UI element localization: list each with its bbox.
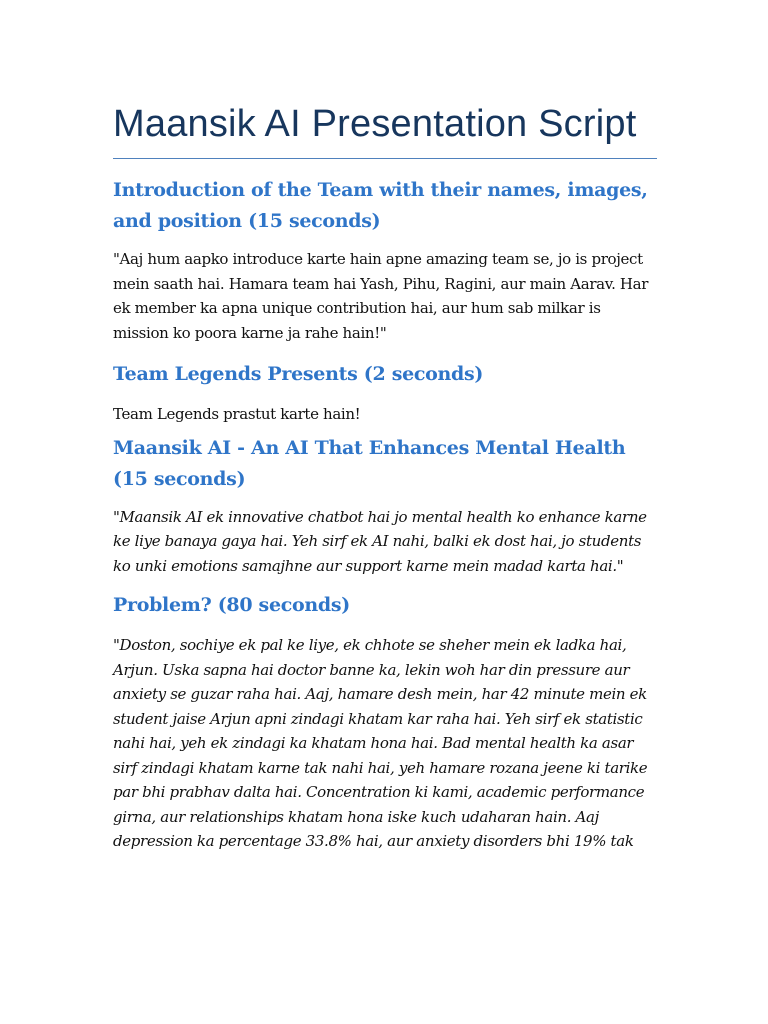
- section-body-introduction: "Aaj hum aapko introduce karte hain apne amazing team se, jo is project mein saath hai. Hamara team hai Yash, Pihu, Ragini, aur main Aarav. Har ek member ka apna unique contribution hai, aur hum sab milkar is mission ko poora karne ja rahe hain!": [113, 250, 649, 342]
- section-body-team-legends: Team Legends prastut karte hain!: [113, 405, 361, 423]
- section-heading-team-legends: Team Legends Presents (2 seconds): [113, 363, 484, 385]
- section-body-problem: "Doston, sochiye ek pal ke liye, ek chhote se sheher mein ek ladka hai, Arjun. Uska sapna hai doctor banne ka, lekin woh har din pressure aur anxiety se guzar raha hai. Aaj, hamare desh mein, har 42 minute mein ek student jaise Arjun apni zindagi khatam kar raha hai. Yeh sirf ek statistic nahi hai, yeh ek zindagi ka khatam hona hai. Bad mental health ka asar sirf zindagi khatam karne tak nahi hai, yeh hamare rozana jeene ki tarike par bhi prabhav dalta hai. Concentration ki kami, academic performance girna, aur relationships khatam hona iske kuch udaharan hain. Aaj depression ka percentage 33.8% hai, aur anxiety disorders bhi 19% tak: [113, 636, 648, 850]
- document-title: Maansik AI Presentation Script: [113, 103, 637, 145]
- section-heading-introduction: Introduction of the Team with their names, images, and position (15 seconds): [113, 179, 648, 232]
- section-heading-maansik-ai: Maansik AI - An AI That Enhances Mental Health (15 seconds): [113, 436, 626, 490]
- document-page: [113, 96, 658, 854]
- section-body-maansik-ai: "Maansik AI ek innovative chatbot hai jo mental health ko enhance karne ke liye banaya gaya hai. Yeh sirf ek AI nahi, balki ek dost hai, jo students ko unki emotions samajhne aur support karne mein madad karta hai.": [113, 507, 647, 575]
- section-heading-problem: Problem? (80 seconds): [113, 594, 350, 616]
- title-divider: [113, 158, 657, 159]
